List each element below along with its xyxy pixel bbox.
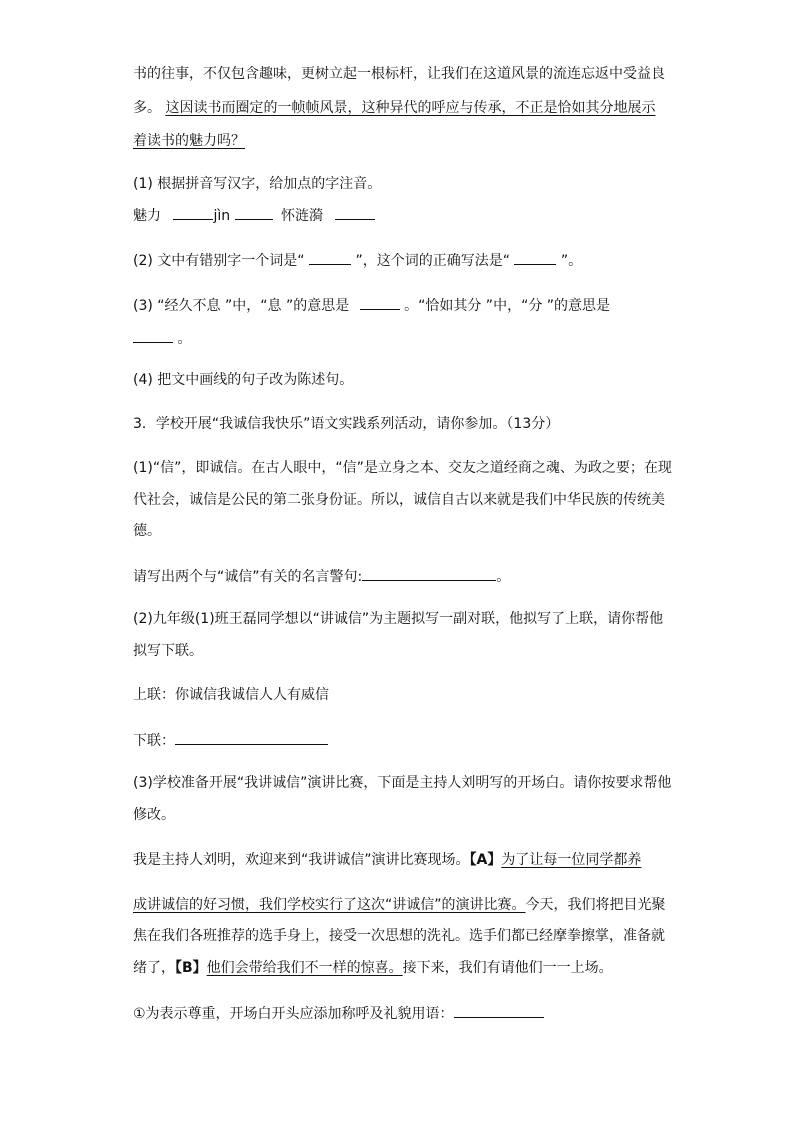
mark-b: 【B】 (175, 960, 207, 976)
underlined-sentence: 着读书的魅力吗？ (133, 133, 245, 149)
part-3-line-1 (133, 773, 671, 793)
underlined-sentence-a: 为了让每一位同学都养 (501, 852, 642, 868)
paragraph-text: 修改。 (133, 807, 175, 823)
speech-text: 绪了， (133, 960, 175, 976)
section-3-heading (133, 414, 559, 434)
answer-blank[interactable] (175, 729, 328, 745)
question-1-answers (133, 204, 375, 226)
paragraph-text: 代社会，诚信是公民的第二张身份证。所以，诚信自古以来就是我们中华民族的传统美 (133, 492, 665, 508)
part-2-line-1 (133, 609, 663, 629)
speech-text: 接下来，我们有请他们一一上场。 (402, 960, 613, 976)
underlined-sentence-a: 成讲诚信的好习惯，我们学校实行了这次“讲诚信”的演讲比赛。 (133, 897, 526, 913)
speech-text: 我是主持人刘明，欢迎来到“我讲诚信”演讲比赛现场。 (133, 852, 470, 868)
speech-line-4 (133, 958, 613, 978)
passage-line-2 (133, 98, 655, 118)
underlined-sentence-b: 他们会带给我们不一样的惊喜。 (206, 960, 403, 976)
couplet-text: 上联：你诚信我诚信人人有威信 (133, 687, 329, 703)
mark-a: 【A】 (469, 852, 502, 868)
question-text: (3) “经久不息 ”中，“息 ”的意思是 (133, 298, 350, 314)
speech-line-3 (133, 926, 665, 946)
question-text: 。“恰如其分 ”中，“分 ”的意思是 (404, 298, 611, 314)
part-1-line-2 (133, 490, 665, 510)
part-1-line-1 (133, 458, 672, 478)
paragraph-text: 拟写下联。 (133, 643, 203, 659)
question-text: ①为表示尊重，开场白开头应添加称呼及礼貌用语： (133, 1006, 454, 1022)
question-1 (133, 174, 381, 194)
upper-couplet (133, 685, 329, 705)
question-4 (133, 370, 353, 390)
question-text: ”。 (560, 253, 583, 269)
part-2-line-2 (133, 641, 203, 661)
couplet-text: 下联： (133, 733, 175, 749)
answer-blank[interactable] (360, 294, 400, 310)
speech-text: 焦在我们各班推荐的选手身上，接受一次思想的洗礼。选手们都已经摩拳擦掌，准备就 (133, 928, 665, 944)
answer-blank[interactable] (309, 249, 351, 265)
part-1-line-3 (133, 521, 161, 541)
answer-blank[interactable] (454, 1002, 544, 1018)
word-meili: 魅力 (133, 208, 161, 224)
answer-blank[interactable] (235, 204, 273, 220)
part-1-prompt (133, 565, 510, 587)
paragraph-text: (2)九年级(1)班王磊同学想以“讲诚信”为主题拟写一副对联，他拟写了上联，请你帮他 (133, 611, 664, 627)
pinyin: jìn (213, 208, 231, 224)
answer-blank[interactable] (173, 204, 213, 220)
question-2 (133, 249, 582, 271)
answer-blank[interactable] (133, 327, 173, 343)
sub-question-1 (133, 1002, 544, 1024)
question-text: (2) 文中有错别字一个词是“ (133, 253, 305, 269)
question-text: (1) 根据拼音写汉字，给加点的字注音。 (133, 176, 382, 192)
part-3-line-2 (133, 805, 175, 825)
paragraph-text: (1)“信”，即诚信。在古人眼中，“信”是立身之本、交友之道经商之魂、为政之要；在现 (133, 460, 672, 476)
paragraph-text: 德。 (133, 523, 161, 539)
speech-line-2 (133, 895, 666, 915)
question-3-continued (133, 327, 191, 349)
word-lianyi: 怀涟漪 (281, 208, 324, 224)
passage-text: 书的往事，不仅包含趣味，更树立起一根标杆，让我们在这道风景的流连忘返中受益良 (133, 66, 665, 82)
answer-blank[interactable] (335, 204, 375, 220)
passage-line-3 (133, 131, 245, 151)
question-text: (4) 把文中画线的句子改为陈述句。 (133, 372, 354, 388)
question-text: ”，这个词的正确写法是“ (355, 253, 510, 269)
question-text: 。 (177, 331, 192, 347)
answer-blank[interactable] (362, 565, 496, 581)
prompt-text: 。 (496, 569, 511, 585)
speech-line-1 (133, 850, 641, 870)
underlined-sentence: 这因读书而圈定的一帧帧风景，这种异代的呼应与传承，不正是恰如其分地展示 (165, 100, 656, 116)
passage-line-1 (133, 64, 665, 84)
question-3 (133, 294, 610, 316)
paragraph-text: (3)学校准备开展“我讲诚信”演讲比赛，下面是主持人刘明写的开场白。请你按要求帮他 (133, 775, 672, 791)
lower-couplet (133, 729, 328, 751)
passage-text: 多。 (133, 100, 161, 116)
prompt-text: 请写出两个与“诚信”有关的名言警句: (133, 569, 363, 585)
heading-text: 3．学校开展“我诚信我快乐”语文实践系列活动，请你参加。（13分） (133, 416, 560, 432)
speech-text: 今天，我们将把目光聚 (525, 897, 666, 913)
answer-blank[interactable] (514, 249, 556, 265)
